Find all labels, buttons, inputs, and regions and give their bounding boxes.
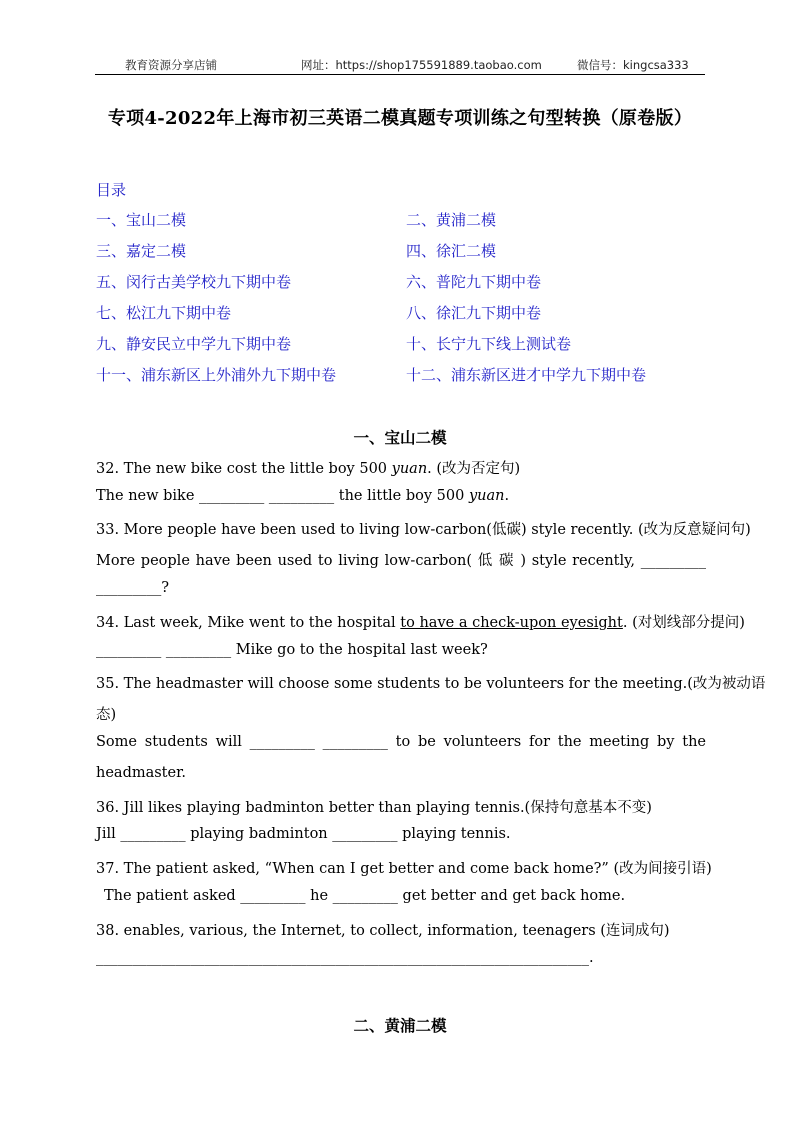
toc-link[interactable]: 二、黄浦二模 <box>406 211 497 229</box>
toc-link[interactable]: 九、静安民立中学九下期中卷 <box>96 335 292 353</box>
answer-37: The patient asked _________ he _________ get better and get back home. <box>104 888 626 904</box>
answer-34: _________ _________ Mike go to the hospital last week? <box>96 642 488 658</box>
toc-link[interactable]: 一、宝山二模 <box>96 211 187 229</box>
q32-answer-a: The new bike _________ _________ the little boy 500 <box>96 488 469 504</box>
toc-row <box>96 302 716 333</box>
question-33: 33. More people have been used to living low-carbon(低碳) style recently. (改为反意疑问句) <box>96 522 751 538</box>
toc-link[interactable]: 十一、浦东新区上外浦外九下期中卷 <box>96 366 337 384</box>
toc-link[interactable]: 十、长宁九下线上测试卷 <box>406 335 572 353</box>
question-36: 36. Jill likes playing badminton better than playing tennis.(保持句意基本不变) <box>96 800 652 816</box>
q34-prompt-b: . (对划线部分提问) <box>622 615 745 631</box>
toc-link[interactable]: 八、徐汇九下期中卷 <box>406 304 542 322</box>
toc-link[interactable]: 六、普陀九下期中卷 <box>406 273 542 291</box>
toc-row <box>96 209 716 240</box>
q32-prompt-a: 32. The new bike cost the little boy 500 <box>96 461 392 477</box>
question-38: 38. enables, various, the Internet, to collect, information, teenagers (连词成句) <box>96 923 670 939</box>
table-of-contents <box>96 178 716 395</box>
question-37: 37. The patient asked, “When can I get better and come back home?” (改为间接引语) <box>96 861 712 877</box>
toc-row <box>96 364 716 395</box>
toc-heading: 目录 <box>96 181 127 199</box>
header-shop-name: 教育资源分享店铺 <box>125 58 217 72</box>
question-35-line2: 态) <box>96 707 117 723</box>
question-34 <box>96 611 745 632</box>
section-title-huangpu: 二、黄浦二模 <box>353 1016 447 1035</box>
q32-answer-b: . <box>504 488 510 504</box>
header-wechat: 微信号：kingcsa333 <box>577 58 689 72</box>
answer-35-line1: Some students will _________ _________ to be volunteers for the meeting by the <box>96 734 706 750</box>
toc-link[interactable]: 三、嘉定二模 <box>96 242 187 260</box>
q32-prompt-b: . (改为否定句) <box>427 461 521 477</box>
question-35-line1: 35. The headmaster will choose some students to be volunteers for the meeting.(改为被动语 <box>96 676 766 692</box>
toc-row <box>96 240 716 271</box>
toc-row <box>96 271 716 302</box>
q34-prompt-a: 34. Last week, Mike went to the hospital <box>96 615 401 631</box>
answer-35-line2: headmaster. <box>96 765 187 781</box>
answer-32 <box>96 488 706 504</box>
toc-link[interactable]: 十二、浦东新区进才中学九下期中卷 <box>406 366 647 384</box>
toc-link[interactable]: 四、徐汇二模 <box>406 242 497 260</box>
toc-link[interactable]: 七、松江九下期中卷 <box>96 304 232 322</box>
section-title-baoshan: 一、宝山二模 <box>353 428 447 447</box>
document-title: 专项4-2022年上海市初三英语二模真题专项训练之句型转换（原卷版） <box>107 108 693 129</box>
toc-row <box>96 333 716 364</box>
answer-38: ____________________________________________________________________. <box>96 950 594 966</box>
answer-33-line1: More people have been used to living low-carbon( 低 碳 ) style recently, _________ <box>96 553 706 569</box>
question-32 <box>96 457 706 478</box>
q34-underlined-part: to have a check-upon eyesight <box>400 615 623 631</box>
q32-answer-yuan: yuan <box>468 488 505 504</box>
answer-36: Jill _________ playing badminton _________ playing tennis. <box>96 826 511 842</box>
q32-prompt-yuan: yuan <box>391 461 428 477</box>
answer-33-line2: _________? <box>96 580 170 596</box>
toc-link[interactable]: 五、闵行古美学校九下期中卷 <box>96 273 292 291</box>
page-header <box>95 56 705 75</box>
header-url[interactable]: 网址：https://shop175591889.taobao.com <box>301 58 542 72</box>
